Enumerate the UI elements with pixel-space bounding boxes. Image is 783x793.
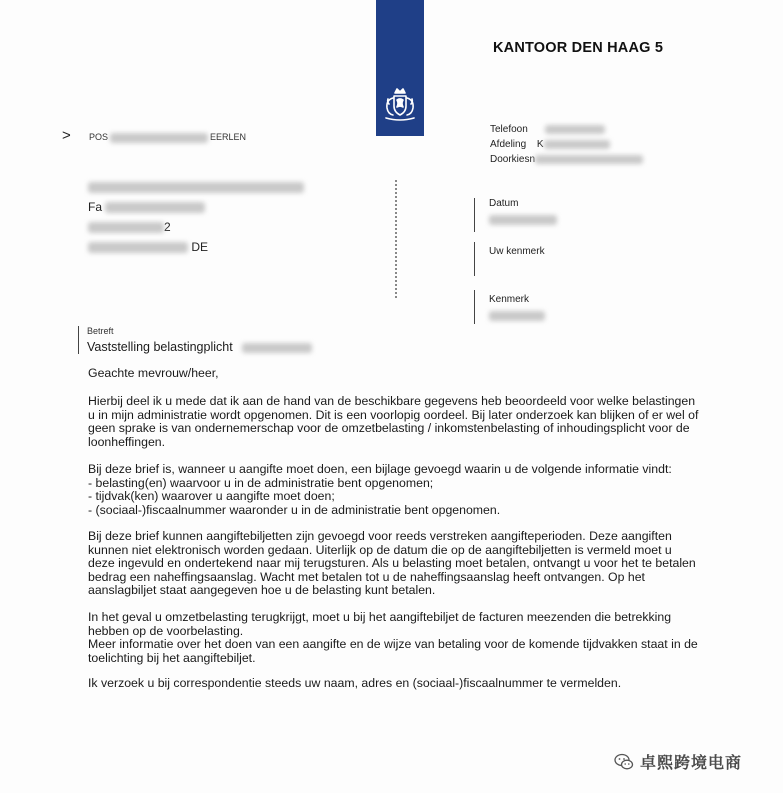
redacted-recipient-name xyxy=(88,182,304,193)
sender-address xyxy=(89,132,246,143)
uw-kenmerk-block xyxy=(474,242,545,276)
salutation: Geachte mevrouw/heer, xyxy=(88,366,219,380)
contact-block xyxy=(490,122,643,167)
office-heading: KANTOOR DEN HAAG 5 xyxy=(493,40,664,56)
subject-block xyxy=(78,326,312,354)
contact-doorkiesnummer: Doorkiesn xyxy=(490,152,643,167)
contact-afdeling: Afdeling K xyxy=(490,137,643,152)
wechat-icon xyxy=(614,752,634,772)
recipient-line-2 xyxy=(88,200,205,214)
datum-label: Datum xyxy=(489,198,519,209)
recipient-line-1 xyxy=(88,180,304,194)
contact-telefoon: Telefoon xyxy=(490,122,643,137)
redacted-subject-number xyxy=(242,343,312,353)
kenmerk-label: Kenmerk xyxy=(489,294,530,305)
paragraph-assessment: Hierbij deel ik u mede dat ik aan de hand van de beschikbare gegevens heb beoordeeld voor welke belastingen u in mijn administratie wordt opgenomen. Dit is een voorlopig oordeel. Bij later onderzoek kan blijken of er wel of geen sprake is van ondernemerschap voor de omzetbelasting / inkomstenbelasting of inhoudingsplicht voor de loonheffingen. xyxy=(88,394,699,449)
sender-arrow: > xyxy=(62,127,71,144)
recipient-line-4 xyxy=(88,240,208,254)
redacted-recipient-line-4 xyxy=(88,242,188,253)
recipient-line-3 xyxy=(88,220,171,234)
recipient-line-2-prefix: Fa xyxy=(88,200,103,214)
uw-kenmerk-label: Uw kenmerk xyxy=(489,246,545,257)
recipient-line-3-suffix: 2 xyxy=(164,220,171,234)
datum-block xyxy=(474,198,557,232)
kenmerk-block xyxy=(474,290,545,324)
paragraph-returns: Bij deze brief kunnen aangiftebiljetten zijn gevoegd voor reeds verstreken aangifteperioden. Deze aangiften kunnen niet elektronisch worden gedaan. Uiterlijk op de datum die op de aangiftebiljetten is vermeld moet u deze ingevuld en ondertekend naar mij terugsturen. Als u belasting moet betalen, ontvangt u voor het te betalen bedrag een naheffingsaanslag. Wacht met betalen tot u de naheffingsaanslag heeft ontvangen. Op het aanslagbiljet staat aangegeven hoe u de belasting kunt betalen. xyxy=(88,529,696,598)
paragraph-correspondence: Ik verzoek u bij correspondentie steeds uw naam, adres en (sociaal-)fiscaalnummer te vermelden. xyxy=(88,676,622,690)
government-logo-bar xyxy=(376,0,424,136)
paragraph-attachment: Bij deze brief is, wanneer u aangifte moet doen, een bijlage gevoegd waarin u de volgende informatie vindt: - belasting(en) waarvoor u in de administratie bent opgenomen; - tijdvak(ken) waarover u aangifte moet doen; - (sociaal-)fiscaalnummer waaronder u in de administratie bent opgenomen. xyxy=(88,462,672,517)
sender-prefix: POS xyxy=(89,132,109,142)
sender-suffix: EERLEN xyxy=(210,132,247,142)
fold-line xyxy=(395,180,397,298)
redacted-doorkiesnummer xyxy=(535,155,643,164)
redacted-recipient-line-3 xyxy=(88,222,164,233)
subject-text: Vaststelling belastingplicht xyxy=(87,340,312,354)
coat-of-arms-icon xyxy=(380,84,420,124)
paragraph-refund: In het geval u omzetbelasting terugkrijgt, moet u bij het aangiftebiljet de facturen meezenden die betrekking hebben op de voorbelasting. Meer informatie over het doen van een aangifte en de wijze van betaling voor de komende tijdvakken staat in de toelichting bij het aangiftebiljet. xyxy=(88,610,698,665)
redacted-recipient-line-2 xyxy=(105,202,205,213)
subject-label: Betreft xyxy=(87,326,114,336)
redacted-afdeling xyxy=(544,140,610,149)
redacted-datum xyxy=(489,215,557,225)
redacted-telefoon xyxy=(545,125,605,134)
recipient-line-4-suffix: DE xyxy=(191,240,209,254)
redacted-sender xyxy=(110,133,208,143)
watermark-text: 卓熙跨境电商 xyxy=(640,755,743,772)
redacted-kenmerk xyxy=(489,311,545,321)
watermark xyxy=(614,750,742,773)
